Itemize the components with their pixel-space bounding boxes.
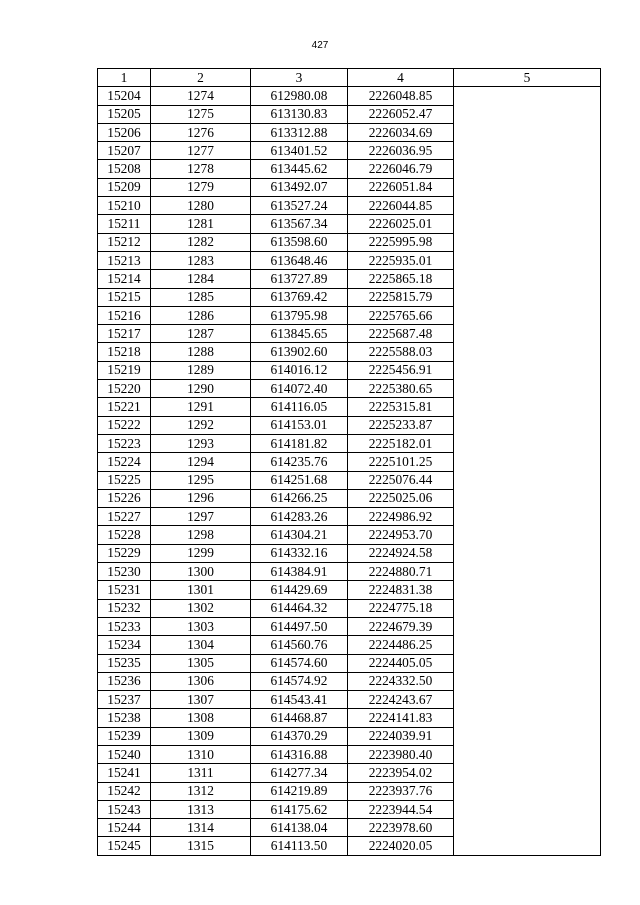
table-cell-col-4: 2225025.06 — [348, 489, 454, 507]
table-cell-col-2: 1301 — [151, 581, 251, 599]
table-cell-col-3: 614468.87 — [251, 709, 348, 727]
table-cell-col-4: 2225101.25 — [348, 453, 454, 471]
table-cell-col-3: 613845.65 — [251, 325, 348, 343]
coordinates-table — [97, 68, 601, 856]
table-cell-col-1: 15214 — [98, 270, 151, 288]
table-cell-col-3: 613648.46 — [251, 251, 348, 269]
table-cell-col-2: 1307 — [151, 691, 251, 709]
table-cell-col-4: 2224405.05 — [348, 654, 454, 672]
table-cell-col-1: 15222 — [98, 416, 151, 434]
table-cell-col-2: 1274 — [151, 87, 251, 105]
table-cell-col-3: 613527.24 — [251, 197, 348, 215]
table-cell-col-2: 1312 — [151, 782, 251, 800]
page-number: 427 — [311, 40, 329, 51]
table-cell-col-3: 613492.07 — [251, 178, 348, 196]
table-cell-col-2: 1315 — [151, 837, 251, 855]
table-cell-col-3: 614464.32 — [251, 599, 348, 617]
column-header-3: 3 — [251, 69, 348, 87]
table-cell-col-4: 2226044.85 — [348, 197, 454, 215]
table-cell-col-1: 15238 — [98, 709, 151, 727]
table-cell-col-4: 2225233.87 — [348, 416, 454, 434]
table-cell-col-1: 15215 — [98, 288, 151, 306]
table-cell-col-2: 1313 — [151, 800, 251, 818]
table-cell-col-4: 2224039.91 — [348, 727, 454, 745]
table-cell-col-2: 1304 — [151, 636, 251, 654]
table-cell-col-4: 2224332.50 — [348, 672, 454, 690]
table-cell-col-2: 1280 — [151, 197, 251, 215]
table-cell-col-4: 2224953.70 — [348, 526, 454, 544]
table-cell-col-4: 2226052.47 — [348, 105, 454, 123]
table-cell-col-1: 15244 — [98, 819, 151, 837]
table-cell-col-3: 613445.62 — [251, 160, 348, 178]
table-cell-col-2: 1306 — [151, 672, 251, 690]
table-cell-col-1: 15230 — [98, 563, 151, 581]
table-cell-col-4: 2224486.25 — [348, 636, 454, 654]
table-cell-col-4: 2224775.18 — [348, 599, 454, 617]
table-cell-col-3: 614384.91 — [251, 563, 348, 581]
table-cell-col-4: 2223978.60 — [348, 819, 454, 837]
table-cell-col-3: 614072.40 — [251, 380, 348, 398]
table-cell-col-2: 1279 — [151, 178, 251, 196]
table-cell-col-3: 614429.69 — [251, 581, 348, 599]
table-cell-col-4: 2223944.54 — [348, 800, 454, 818]
table-cell-col-2: 1285 — [151, 288, 251, 306]
table-cell-col-3: 614332.16 — [251, 544, 348, 562]
table-cell-col-3: 614277.34 — [251, 764, 348, 782]
table-cell-col-1: 15224 — [98, 453, 151, 471]
table-cell-col-2: 1281 — [151, 215, 251, 233]
table-cell-col-4: 2224141.83 — [348, 709, 454, 727]
table-cell-col-1: 15237 — [98, 691, 151, 709]
table-cell-col-3: 613130.83 — [251, 105, 348, 123]
table-cell-col-1: 15216 — [98, 306, 151, 324]
table-cell-col-3: 614251.68 — [251, 471, 348, 489]
table-cell-col-2: 1287 — [151, 325, 251, 343]
table-cell-col-2: 1286 — [151, 306, 251, 324]
table-cell-col-2: 1282 — [151, 233, 251, 251]
table-cell-col-2: 1295 — [151, 471, 251, 489]
table-cell-col-3: 614138.04 — [251, 819, 348, 837]
table-cell-col-1: 15226 — [98, 489, 151, 507]
table-cell-col-1: 15218 — [98, 343, 151, 361]
table-cell-col-3: 614560.76 — [251, 636, 348, 654]
table-cell-col-4: 2224880.71 — [348, 563, 454, 581]
table-cell-col-2: 1293 — [151, 434, 251, 452]
table-cell-col-1: 15232 — [98, 599, 151, 617]
table-cell-col-2: 1290 — [151, 380, 251, 398]
table-cell-col-1: 15221 — [98, 398, 151, 416]
table-cell-col-1: 15223 — [98, 434, 151, 452]
table-cell-col-3: 613312.88 — [251, 123, 348, 141]
table-cell-col-1: 15213 — [98, 251, 151, 269]
table-cell-col-4: 2224020.05 — [348, 837, 454, 855]
table-cell-col-2: 1298 — [151, 526, 251, 544]
table-cell-col-4: 2224243.67 — [348, 691, 454, 709]
table-cell-col-2: 1309 — [151, 727, 251, 745]
table-cell-col-4: 2225687.48 — [348, 325, 454, 343]
table-cell-col-3: 612980.08 — [251, 87, 348, 105]
table-cell-col-4: 2224831.38 — [348, 581, 454, 599]
table-cell-col-4: 2226046.79 — [348, 160, 454, 178]
table-cell-col-1: 15208 — [98, 160, 151, 178]
table-cell-col-3: 614016.12 — [251, 361, 348, 379]
table-cell-col-2: 1297 — [151, 508, 251, 526]
table-cell-col-2: 1308 — [151, 709, 251, 727]
table-cell-col-1: 15228 — [98, 526, 151, 544]
table-cell-col-2: 1289 — [151, 361, 251, 379]
table-cell-col-1: 15236 — [98, 672, 151, 690]
table-cell-col-4: 2225456.91 — [348, 361, 454, 379]
table-cell-col-2: 1305 — [151, 654, 251, 672]
table-cell-col-2: 1310 — [151, 745, 251, 763]
table-cell-col-1: 15229 — [98, 544, 151, 562]
table-cell-col-1: 15235 — [98, 654, 151, 672]
table-cell-col-1: 15233 — [98, 617, 151, 635]
table-cell-col-1: 15231 — [98, 581, 151, 599]
table-cell-col-1: 15245 — [98, 837, 151, 855]
table-cell-col-4: 2225182.01 — [348, 434, 454, 452]
table-cell-col-4: 2225588.03 — [348, 343, 454, 361]
table-body — [98, 87, 601, 855]
table-cell-col-1: 15225 — [98, 471, 151, 489]
table-cell-col-2: 1294 — [151, 453, 251, 471]
table-cell-col-4: 2225815.79 — [348, 288, 454, 306]
table-cell-col-4: 2225315.81 — [348, 398, 454, 416]
table-cell-col-3: 614181.82 — [251, 434, 348, 452]
table-cell-col-2: 1278 — [151, 160, 251, 178]
table-cell-col-2: 1275 — [151, 105, 251, 123]
table-cell-col-5 — [454, 87, 601, 855]
table-cell-col-2: 1292 — [151, 416, 251, 434]
table-cell-col-3: 614235.76 — [251, 453, 348, 471]
table-cell-col-2: 1314 — [151, 819, 251, 837]
table-cell-col-1: 15242 — [98, 782, 151, 800]
table-cell-col-3: 613598.60 — [251, 233, 348, 251]
table-cell-col-2: 1300 — [151, 563, 251, 581]
table-cell-col-2: 1276 — [151, 123, 251, 141]
table-cell-col-3: 614153.01 — [251, 416, 348, 434]
table-cell-col-3: 614316.88 — [251, 745, 348, 763]
table-cell-col-4: 2224986.92 — [348, 508, 454, 526]
table-cell-col-3: 613567.34 — [251, 215, 348, 233]
table-cell-col-1: 15204 — [98, 87, 151, 105]
table-cell-col-1: 15210 — [98, 197, 151, 215]
table-cell-col-1: 15227 — [98, 508, 151, 526]
table-cell-col-3: 614370.29 — [251, 727, 348, 745]
table-row — [98, 87, 601, 105]
table-cell-col-1: 15240 — [98, 745, 151, 763]
table-cell-col-1: 15239 — [98, 727, 151, 745]
table-cell-col-1: 15209 — [98, 178, 151, 196]
table-cell-col-1: 15243 — [98, 800, 151, 818]
table-cell-col-3: 613769.42 — [251, 288, 348, 306]
table-cell-col-2: 1291 — [151, 398, 251, 416]
table-cell-col-1: 15241 — [98, 764, 151, 782]
table-cell-col-3: 614574.92 — [251, 672, 348, 690]
table-cell-col-2: 1311 — [151, 764, 251, 782]
column-header-2: 2 — [151, 69, 251, 87]
table-cell-col-3: 614266.25 — [251, 489, 348, 507]
table-cell-col-4: 2224924.58 — [348, 544, 454, 562]
table-cell-col-2: 1299 — [151, 544, 251, 562]
table-cell-col-2: 1284 — [151, 270, 251, 288]
table-cell-col-4: 2224679.39 — [348, 617, 454, 635]
table-cell-col-3: 613727.89 — [251, 270, 348, 288]
table-cell-col-4: 2225995.98 — [348, 233, 454, 251]
table-cell-col-1: 15206 — [98, 123, 151, 141]
table-cell-col-3: 614116.05 — [251, 398, 348, 416]
table-cell-col-1: 15219 — [98, 361, 151, 379]
table-cell-col-4: 2226051.84 — [348, 178, 454, 196]
table-header-row — [98, 69, 601, 87]
table-cell-col-1: 15207 — [98, 142, 151, 160]
table-cell-col-4: 2226036.95 — [348, 142, 454, 160]
table-cell-col-3: 614113.50 — [251, 837, 348, 855]
table-cell-col-2: 1303 — [151, 617, 251, 635]
column-header-1: 1 — [98, 69, 151, 87]
table-cell-col-4: 2223980.40 — [348, 745, 454, 763]
table-cell-col-4: 2225935.01 — [348, 251, 454, 269]
table-cell-col-4: 2226048.85 — [348, 87, 454, 105]
table-cell-col-2: 1283 — [151, 251, 251, 269]
column-header-5: 5 — [454, 69, 601, 87]
table-cell-col-1: 15234 — [98, 636, 151, 654]
table-cell-col-4: 2225865.18 — [348, 270, 454, 288]
table-cell-col-1: 15205 — [98, 105, 151, 123]
table-cell-col-3: 614283.26 — [251, 508, 348, 526]
table-cell-col-4: 2223954.02 — [348, 764, 454, 782]
table-cell-col-3: 614304.21 — [251, 526, 348, 544]
table-cell-col-1: 15217 — [98, 325, 151, 343]
table-cell-col-3: 613795.98 — [251, 306, 348, 324]
table-cell-col-2: 1277 — [151, 142, 251, 160]
table-cell-col-1: 15212 — [98, 233, 151, 251]
table-cell-col-3: 613401.52 — [251, 142, 348, 160]
table-cell-col-4: 2225380.65 — [348, 380, 454, 398]
table-cell-col-4: 2226034.69 — [348, 123, 454, 141]
table-cell-col-2: 1302 — [151, 599, 251, 617]
table-cell-col-2: 1288 — [151, 343, 251, 361]
column-header-4: 4 — [348, 69, 454, 87]
table-cell-col-3: 614543.41 — [251, 691, 348, 709]
table-cell-col-4: 2223937.76 — [348, 782, 454, 800]
table-cell-col-3: 614175.62 — [251, 800, 348, 818]
table-cell-col-3: 614497.50 — [251, 617, 348, 635]
table-cell-col-3: 613902.60 — [251, 343, 348, 361]
table-cell-col-4: 2225765.66 — [348, 306, 454, 324]
table-cell-col-4: 2225076.44 — [348, 471, 454, 489]
table-cell-col-4: 2226025.01 — [348, 215, 454, 233]
table-cell-col-3: 614219.89 — [251, 782, 348, 800]
table-cell-col-1: 15211 — [98, 215, 151, 233]
table-cell-col-2: 1296 — [151, 489, 251, 507]
table-cell-col-1: 15220 — [98, 380, 151, 398]
table-cell-col-3: 614574.60 — [251, 654, 348, 672]
